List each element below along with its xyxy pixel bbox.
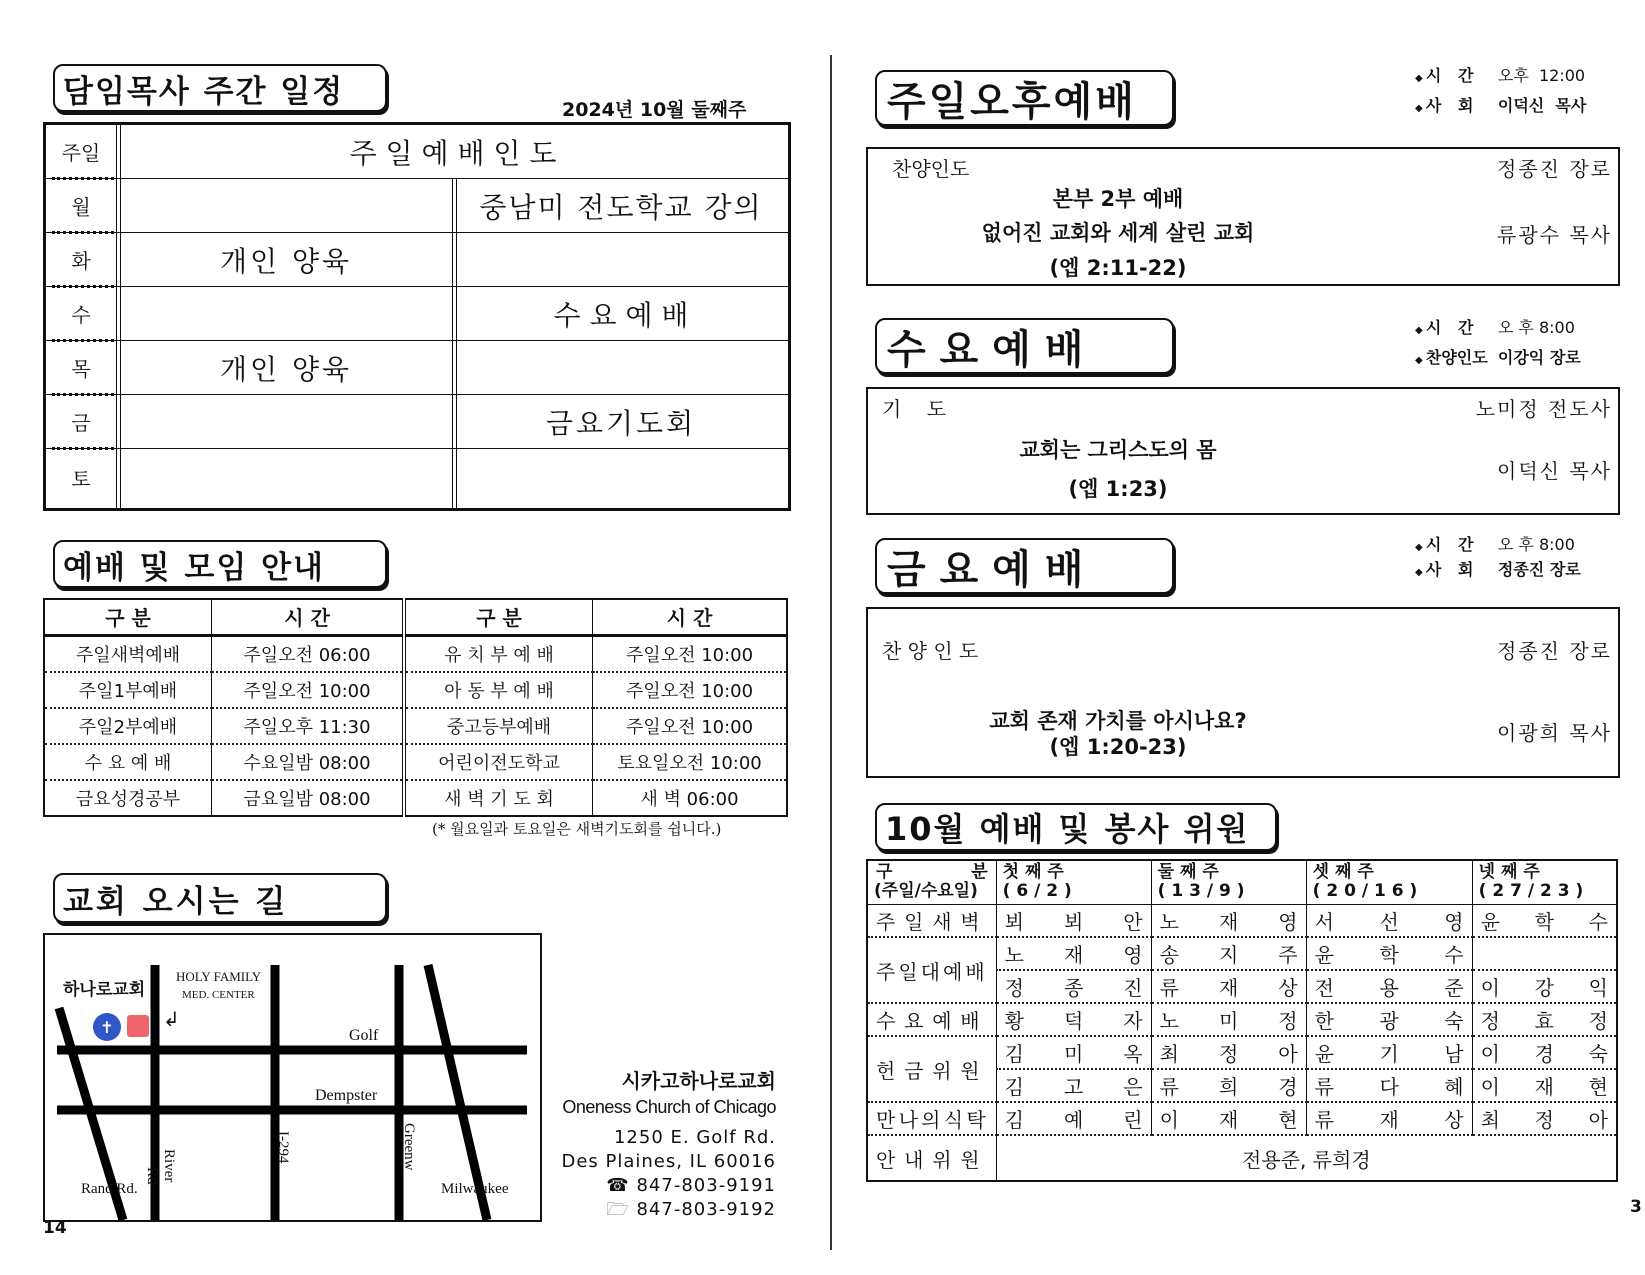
cell: 이 재 현: [1151, 1102, 1306, 1135]
wednesday-meta: ◆ 시 간 오 후 8:00 ◆ 찬양인도 이강익 장로: [1415, 314, 1581, 374]
schedule-date: 2024년 10월 둘째주: [562, 99, 747, 121]
prayer-label: 기 도: [882, 397, 947, 421]
church-address: Des Plaines, IL 60016: [561, 1151, 776, 1172]
worship-info-note: (* 월요일과 토요일은 새벽기도회를 쉽니다.): [432, 820, 722, 838]
church-contact: [540, 1068, 776, 1222]
day-label: 주일: [61, 141, 101, 165]
meta-value: 정종진 장로: [1497, 560, 1581, 579]
hospital-icon: [127, 1015, 149, 1037]
cell: 윤 학 수: [1472, 904, 1617, 937]
fax-icon: 🗁: [606, 1199, 630, 1220]
scripture: (엡 1:23): [1068, 477, 1168, 501]
cell: 김 예 린: [996, 1102, 1151, 1135]
cell: 최 정 아: [1472, 1102, 1617, 1135]
table-row: [867, 1135, 1617, 1181]
church-name-en: Oneness Church of Chicago: [562, 1097, 776, 1117]
sunday-pm-meta: ◆ 시 간 오후 12:00 ◆ 사 회 이덕신 목사: [1415, 62, 1586, 122]
cell: 류 다 혜: [1306, 1069, 1472, 1102]
cell: 수 요 예 배: [44, 744, 212, 780]
cell: 전 용 준: [1306, 970, 1472, 1003]
river-road-label: Rd: [144, 1167, 160, 1185]
table-row: [867, 1102, 1617, 1135]
cell: 윤 기 남: [1306, 1036, 1472, 1069]
cell: 노 재 영: [1151, 904, 1306, 937]
meta-key: 시 간: [1425, 318, 1474, 337]
cell: 김 고 은: [996, 1069, 1151, 1102]
phone-icon: ☎: [606, 1175, 630, 1196]
table-row: [44, 672, 787, 708]
praise-label: 찬양인도: [892, 157, 970, 181]
cell: 새 벽 기 도 회: [404, 780, 593, 816]
cell: 주일오전 10:00: [593, 635, 788, 672]
preacher: 이광희 목사: [1497, 721, 1612, 745]
cell: 송 지 주: [1151, 937, 1306, 970]
monday-event: 중남미 전도학교 강의: [479, 190, 763, 224]
day-label: 월: [71, 195, 91, 219]
meta-key: 시 간: [1425, 66, 1474, 85]
cell: 토요일오전 10:00: [593, 744, 788, 780]
cell: 수요일밤 08:00: [212, 744, 405, 780]
duty-header: 구 분 (주일/수요일): [867, 860, 996, 904]
cell: 주일오전 10:00: [593, 672, 788, 708]
cell: 새 벽 06:00: [640, 788, 739, 810]
friday-meta: ◆ 시 간 오 후 8:00 ◆ 사 회 정종진 장로: [1415, 535, 1581, 579]
cell: 이 경 숙: [1472, 1036, 1617, 1069]
preacher: 류광수 목사: [1497, 223, 1612, 247]
scripture: (엡 1:20-23): [1049, 735, 1187, 759]
sunday-pm-box: [866, 147, 1620, 286]
cell: 이 재 현: [1472, 1069, 1617, 1102]
worship-info-title: 예배 및 모임 안내: [53, 540, 387, 588]
turn-arrow-icon: ↲: [163, 1007, 180, 1031]
friday-box: [866, 607, 1620, 778]
cell: 주일오전 10:00: [593, 708, 788, 744]
meta-value: 이덕신 목사: [1497, 96, 1587, 115]
sunday-pm-title: 주일오후예배: [875, 70, 1174, 126]
cell: 노 재 영: [996, 937, 1151, 970]
cell: 주일오전 06:00: [212, 635, 405, 672]
cell: 어린이전도학교: [404, 744, 593, 780]
duty-title: 10월 예배 및 봉사 위원: [875, 803, 1277, 851]
cell: 중고등부예배: [404, 708, 593, 744]
cell: 윤 학 수: [1306, 937, 1472, 970]
i294-label: I-294: [275, 1131, 291, 1164]
meta-key: 사 회: [1425, 96, 1474, 115]
preacher: 이덕신 목사: [1497, 459, 1612, 483]
cell: 한 광 숙: [1306, 1003, 1472, 1036]
duty-header: 둘 째 주 ( 1 3 / 9 ): [1151, 860, 1306, 904]
meta-value: 오후 12:00: [1497, 66, 1586, 85]
cell: [1472, 937, 1617, 970]
rand-road-label: Rand Rd.: [81, 1181, 138, 1197]
sermon-title: 없어진 교회와 세계 살린 교회: [981, 221, 1255, 245]
row-label: 만 나 의 식 탁: [867, 1102, 996, 1135]
cell: 노 미 정: [1151, 1003, 1306, 1036]
river-road-label: River: [161, 1149, 177, 1183]
cell: 주일2부예배: [44, 708, 212, 744]
col-header: 시 간: [212, 599, 405, 635]
table-row: [44, 744, 787, 780]
meta-value: 오 후 8:00: [1497, 318, 1575, 337]
cell: 주일오후 11:30: [212, 708, 405, 744]
praise-label: 찬 양 인 도: [882, 639, 979, 663]
praise-person: 정종진 장로: [1497, 157, 1612, 181]
row-label: 헌 금 위 원: [867, 1036, 996, 1102]
row-label: 수 요 예 배: [867, 1003, 996, 1036]
cell: 전용준, 류희경: [996, 1135, 1617, 1181]
church-name-kr: 시카고하나로교회: [621, 1069, 776, 1093]
row-label: 주 일 대 예 배: [867, 937, 996, 1003]
weekly-schedule: [43, 122, 791, 511]
phone-number: 847-803-9191: [636, 1175, 776, 1196]
thursday-event: 개인 양육: [219, 352, 353, 386]
dempster-road-label: Dempster: [315, 1087, 378, 1104]
cell: 주일1부예배: [44, 672, 212, 708]
cell: 유 치 부 예 배: [404, 635, 593, 672]
praise-person: 정종진 장로: [1497, 639, 1612, 663]
col-header: 구 분: [44, 599, 212, 635]
service-line: 본부 2부 예배: [1052, 187, 1184, 211]
prayer-person: 노미정 전도사: [1475, 397, 1612, 421]
friday-title: 금 요 예 배: [875, 538, 1174, 594]
church-fax: [540, 1198, 776, 1222]
page-number-right: 3: [1630, 1197, 1642, 1217]
sermon-title: 교회 존재 가치를 아시나요?: [989, 709, 1247, 733]
day-label: 목: [71, 357, 91, 381]
cell: 주일새벽예배: [44, 635, 212, 672]
day-label: 금: [71, 411, 91, 435]
greenwood-label: Greenw: [401, 1123, 417, 1171]
cell: 류 재 상: [1151, 970, 1306, 1003]
day-label: 화: [71, 249, 91, 273]
meta-key: 찬양인도: [1425, 348, 1488, 367]
cell: 이 강 익: [1472, 970, 1617, 1003]
milwaukee-label: Milwaukee: [441, 1181, 509, 1197]
duty-table: [866, 859, 1618, 1182]
col-header: 구 분: [404, 599, 593, 635]
table-row: [44, 780, 787, 816]
table-row: [867, 1003, 1617, 1036]
meta-value: 이강익 장로: [1497, 348, 1581, 367]
fax-number: 847-803-9192: [636, 1199, 776, 1220]
cell: 뵈 뵈 안: [996, 904, 1151, 937]
scripture: (엡 2:11-22): [1049, 256, 1187, 280]
meta-key: 시 간: [1425, 535, 1474, 554]
tuesday-event: 개인 양육: [219, 244, 353, 278]
cell: 류 희 경: [1151, 1069, 1306, 1102]
duty-header: 넷 째 주 ( 2 7 / 2 3 ): [1472, 860, 1617, 904]
row-label: 주 일 새 벽: [867, 904, 996, 937]
cell: 아 동 부 예 배: [404, 672, 593, 708]
day-label: 토: [71, 466, 91, 491]
cell: 금요성경공부: [44, 780, 212, 816]
duty-header: 첫 째 주 ( 6 / 2 ): [996, 860, 1151, 904]
wednesday-event: 수 요 예 배: [553, 298, 689, 332]
table-row: [867, 1036, 1617, 1069]
worship-info-table: [43, 598, 788, 817]
church-map-label: 하나로교회: [63, 980, 146, 1000]
duty-header: 셋 째 주 ( 2 0 / 1 6 ): [1306, 860, 1472, 904]
cell: 금요일밤 08:00: [212, 780, 405, 816]
meta-key: 사 회: [1425, 560, 1474, 579]
wednesday-box: [866, 387, 1620, 515]
cell: 정 효 정: [1472, 1003, 1617, 1036]
col-header: 시 간: [593, 599, 788, 635]
table-row: [867, 937, 1617, 970]
cell: 서 선 영: [1306, 904, 1472, 937]
church-cross-icon: ✝: [93, 1013, 121, 1041]
cell: 주일오전 10:00: [212, 672, 405, 708]
sermon-title: 교회는 그리스도의 몸: [1019, 438, 1217, 462]
schedule-title: 담임목사 주간 일정: [53, 64, 387, 112]
sunday-event: 주 일 예 배 인 도: [349, 136, 557, 170]
golf-road-label: Golf: [349, 1027, 379, 1044]
table-row: [867, 904, 1617, 937]
page-number-left: 14: [43, 1218, 67, 1238]
meta-value: 오 후 8:00: [1497, 535, 1575, 554]
church-address: 1250 E. Golf Rd.: [613, 1127, 776, 1148]
wednesday-title: 수 요 예 배: [875, 318, 1174, 374]
table-row: [44, 708, 787, 744]
cell: 김 미 옥: [996, 1036, 1151, 1069]
hospital-label: MED. CENTER: [182, 989, 255, 1001]
table-row: [44, 635, 787, 672]
cell: 최 정 아: [1151, 1036, 1306, 1069]
church-phone: [540, 1174, 776, 1198]
page-divider: [830, 55, 832, 1250]
cell: 정 종 진: [996, 970, 1151, 1003]
row-label: 안 내 위 원: [867, 1135, 996, 1181]
friday-event: 금요기도회: [545, 406, 697, 440]
directions-title: 교회 오시는 길: [53, 873, 387, 923]
cell: 황 덕 자: [996, 1003, 1151, 1036]
day-label: 수: [71, 303, 91, 327]
map: [43, 933, 542, 1222]
hospital-label: HOLY FAMILY: [176, 969, 262, 984]
cell: 류 재 상: [1306, 1102, 1472, 1135]
